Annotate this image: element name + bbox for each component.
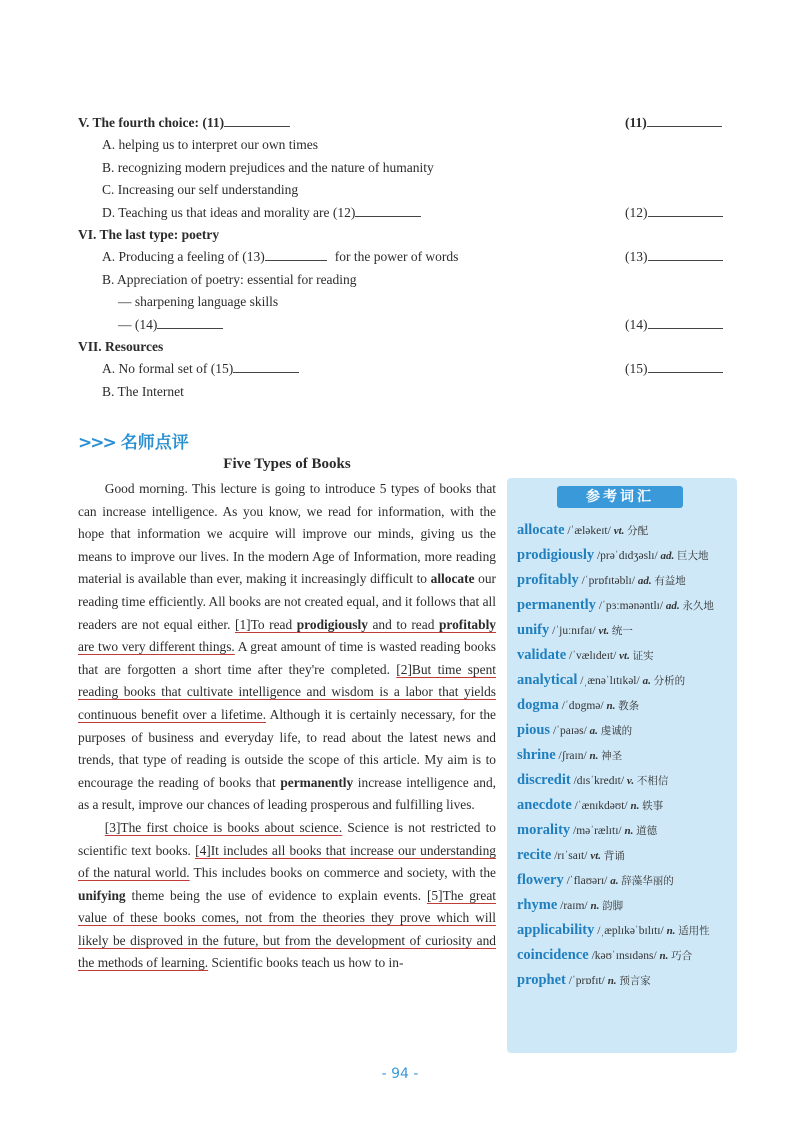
text-run: increase intelligence and, as a result, improve our chances of leading prosperous and fulfilling lives. [78, 774, 496, 813]
underlined-sentence: [5]The great value of these books comes, not from the theories they prove which will likely be disproved in the future, but from the development of curiosity and the methods of learning. [78, 887, 496, 971]
vocab-word: dogma [517, 697, 559, 713]
vocab-meaning: 轶事 [642, 800, 664, 812]
vocab-meaning: 统一 [611, 625, 633, 637]
vocab-word: permanently [517, 597, 596, 613]
vocab-pos: n. [624, 825, 637, 837]
vocab-box [507, 478, 737, 1053]
vocab-ipa: /ˌæplɪkəˈbɪlɪtɪ/ [594, 925, 667, 937]
outline-text: A. helping us to interpret our own times [102, 137, 318, 153]
text-run: theme being the use of evidence to explain events. [125, 887, 427, 903]
vocab-title: 参考词汇 [557, 486, 683, 508]
answer-slot [625, 314, 723, 336]
vocab-pos: n. [607, 975, 620, 987]
text-run: This includes books on commerce and society, with the [189, 865, 496, 881]
vocab-pos: a. [610, 875, 622, 887]
vocab-meaning: 不相信 [636, 775, 669, 787]
answer-blank[interactable] [648, 314, 723, 329]
vocab-pos: ad. [637, 575, 655, 587]
vocab-ipa: /ˈæləkeɪt/ [564, 525, 614, 537]
vocab-word: rhyme [517, 897, 558, 913]
vocab-entry [517, 618, 731, 643]
underlined-sentence: [1]To read [235, 616, 297, 632]
vocab-highlight: prodigiously [296, 616, 368, 632]
vocab-ipa: /ˈpɜːmənəntlɪ/ [595, 600, 666, 612]
vocab-word: morality [517, 822, 571, 838]
paragraph [78, 817, 496, 975]
answer-blank[interactable] [265, 246, 327, 261]
vocab-word: unify [517, 622, 550, 638]
text-run: Good morning. This lecture is going to introduce 5 types of books that can increase intelligence. As you know, we read for information, with the hope that information we acquire will improve our minds, giving us the means to improve our lives. In the modern Age of Information, more reading material is available than ever, making it increasingly difficult to [78, 481, 496, 587]
vocab-ipa: /ˈdɒgmə/ [558, 700, 607, 712]
vocab-entry [517, 543, 731, 568]
vocab-pos: ad. [660, 550, 678, 562]
vocab-meaning: 韵脚 [602, 900, 624, 912]
underlined-sentence: and to read [367, 616, 439, 632]
vocab-pos: n. [589, 750, 602, 762]
outline-text: V. The fourth choice: (11) [78, 115, 225, 130]
vocab-word: anecdote [517, 797, 572, 813]
answer-blank[interactable] [233, 358, 299, 373]
vocab-ipa: /ˈænɪkdəʊt/ [571, 800, 631, 812]
vocab-pos: n. [659, 950, 672, 962]
vocab-ipa: /kəʊˈɪnsɪdəns/ [588, 950, 660, 962]
outline-item [78, 179, 738, 201]
outline-item [78, 291, 738, 313]
vocab-pos: n. [606, 700, 619, 712]
vocab-highlight: permanently [280, 774, 354, 790]
vocab-pos: a. [589, 725, 601, 737]
vocab-meaning: 教条 [618, 700, 640, 712]
vocab-ipa: /ʃraɪn/ [555, 750, 590, 762]
section-heading [78, 428, 189, 453]
vocab-highlight: profitably [438, 616, 496, 632]
vocab-meaning: 永久地 [682, 600, 714, 612]
vocab-word: coincidence [517, 947, 589, 963]
vocab-entry [517, 793, 731, 818]
vocab-meaning: 道德 [636, 825, 658, 837]
vocab-entry [517, 893, 731, 918]
vocab-ipa: /ˈflaʊərɪ/ [563, 875, 611, 887]
vocab-entry [517, 743, 731, 768]
vocab-entry [517, 843, 731, 868]
text-run: Although it is certainly necessary, for the purposes of business and everyday life, to read about the latest news and trends, that type of reading is outside the scope of this article. My aim is to encourage the reading of books that [78, 706, 496, 790]
underlined-sentence: [3]The first choice is books about science. [104, 819, 343, 835]
answer-slot [625, 112, 722, 134]
outline-text: — (14) [118, 316, 158, 332]
vocab-ipa: /rɪˈsaɪt/ [551, 850, 591, 862]
vocab-ipa: /raɪm/ [557, 900, 591, 912]
vocab-entry [517, 568, 731, 593]
answer-blank[interactable] [647, 112, 722, 127]
vocab-entry [517, 593, 731, 618]
outline-text: VII. Resources [78, 338, 164, 354]
vocab-ipa: /ˈprɒfɪt/ [565, 975, 608, 987]
paragraph [78, 478, 496, 817]
vocab-entry [517, 668, 731, 693]
outline-heading [78, 224, 738, 246]
vocab-word: prophet [517, 972, 566, 988]
outline-text-after: for the power of words [334, 249, 459, 265]
vocab-entry [517, 943, 731, 968]
vocab-pos: a. [642, 675, 654, 687]
passage-title: Five Types of Books [223, 456, 351, 472]
outline-text: A. No formal set of (15) [102, 361, 234, 377]
outline-text: C. Increasing our self understanding [102, 182, 299, 198]
answer-slot [625, 202, 723, 224]
outline-item [78, 202, 738, 224]
outline-text: A. Producing a feeling of (13) [102, 249, 265, 265]
vocab-pos: v. [626, 775, 637, 787]
answer-number: (14) [625, 316, 648, 332]
vocab-word: validate [517, 647, 567, 663]
outline-section [78, 112, 738, 403]
vocab-list [517, 518, 731, 993]
vocab-entry [517, 693, 731, 718]
vocab-meaning: 背诵 [603, 850, 625, 862]
vocab-word: shrine [517, 747, 556, 763]
outline-text: VI. The last type: poetry [78, 226, 220, 242]
page-number: - 94 - [381, 1066, 419, 1082]
vocab-entry [517, 718, 731, 743]
vocab-pos: n. [630, 800, 643, 812]
vocab-word: prodigiously [517, 547, 595, 563]
arrows-icon: >>> [78, 433, 115, 453]
underlined-sentence: [4]It includes all books that increase our understanding of the natural world. [78, 842, 496, 881]
vocab-ipa: /ˈvælɪdeɪt/ [566, 650, 620, 662]
vocab-entry [517, 518, 731, 543]
vocab-meaning: 巧合 [671, 950, 693, 962]
vocab-ipa: /ˈjuːnɪfaɪ/ [549, 625, 599, 637]
vocab-meaning: 神圣 [601, 750, 623, 762]
outline-text: D. Teaching us that ideas and morality are (12) [102, 204, 356, 220]
vocab-entry [517, 818, 731, 843]
vocab-pos: vt. [590, 850, 604, 862]
vocab-ipa: /prəˈdɪdʒəslɪ/ [594, 550, 661, 562]
answer-blank[interactable] [648, 358, 723, 373]
text-run: A great amount of time is wasted reading books that are forgotten a short time after they're completed. [78, 639, 496, 677]
answer-number: (15) [625, 361, 648, 377]
outline-item [78, 314, 738, 336]
answer-slot [625, 358, 723, 380]
outline-item [78, 134, 738, 156]
vocab-word: discredit [517, 772, 571, 788]
vocab-entry [517, 768, 731, 793]
vocab-meaning: 有益地 [654, 575, 686, 587]
outline-text: B. recognizing modern prejudices and the nature of humanity [102, 159, 434, 175]
answer-number: (11) [625, 115, 647, 130]
outline-item [78, 358, 738, 380]
vocab-word: recite [517, 847, 552, 863]
vocab-pos: n. [666, 925, 679, 937]
vocab-entry [517, 643, 731, 668]
answer-blank[interactable] [648, 202, 723, 217]
answer-blank[interactable] [224, 112, 290, 127]
vocab-ipa: /dɪsˈkredɪt/ [570, 775, 627, 787]
outline-item [78, 269, 738, 291]
vocab-ipa: /ˌænəˈlɪtɪkəl/ [577, 675, 643, 687]
underlined-sentence: are two very different things. [78, 639, 235, 655]
vocab-meaning: 虔诚的 [600, 725, 633, 737]
outline-heading [78, 112, 738, 134]
vocab-meaning: 巨大地 [677, 550, 709, 562]
answer-blank[interactable] [157, 314, 223, 329]
answer-number: (13) [625, 249, 648, 265]
vocab-meaning: 预言家 [619, 975, 651, 987]
outline-text: B. Appreciation of poetry: essential for reading [102, 271, 357, 287]
vocab-meaning: 适用性 [678, 925, 710, 937]
vocab-word: pious [517, 722, 551, 738]
vocab-pos: n. [590, 900, 603, 912]
answer-slot [625, 246, 723, 268]
outline-heading [78, 336, 738, 358]
vocab-pos: ad. [665, 600, 683, 612]
outline-item [78, 381, 738, 403]
outline-text: — sharpening language skills [118, 294, 279, 310]
vocab-meaning: 分析的 [653, 675, 686, 687]
vocab-word: analytical [517, 672, 578, 688]
vocab-entry [517, 868, 731, 893]
vocab-ipa: /məˈrælɪtɪ/ [570, 825, 625, 837]
text-run: Scientific books teach us how to in- [208, 955, 404, 971]
underlined-sentence: [2]But time spent reading books that cultivate intelligence and wisdom is a labor that yields continuous benefit over a lifetime. [78, 661, 496, 722]
text-run: Science is not restricted to scientific text books. [78, 819, 497, 858]
vocab-highlight: allocate [430, 571, 475, 587]
section-title: 名师点评 [120, 433, 189, 453]
outline-item [78, 157, 738, 179]
vocab-meaning: 辞藻华丽的 [621, 875, 674, 887]
vocab-ipa: /ˈprɒfɪtəblɪ/ [578, 575, 638, 587]
outline-item [78, 246, 738, 268]
vocab-entry [517, 918, 731, 943]
vocab-pos: vt. [613, 525, 628, 537]
vocab-ipa: /ˈpaɪəs/ [550, 725, 590, 737]
vocab-word: profitably [517, 572, 579, 588]
vocab-word: flowery [517, 872, 564, 888]
vocab-meaning: 证实 [632, 650, 654, 662]
vocab-pos: vt. [598, 625, 612, 637]
vocab-word: applicability [517, 922, 595, 938]
vocab-word: allocate [517, 522, 565, 538]
answer-blank[interactable] [355, 202, 421, 217]
vocab-pos: vt. [619, 650, 633, 662]
vocab-meaning: 分配 [627, 525, 649, 537]
answer-number: (12) [625, 204, 648, 220]
text-run: our reading time efficiently. All books are not created equal, and it follows that all readers are not equal either. [78, 571, 496, 632]
vocab-entry [517, 968, 731, 993]
passage-body [78, 478, 496, 975]
answer-blank[interactable] [648, 246, 723, 261]
vocab-highlight: unifying [78, 887, 126, 903]
outline-text: B. The Internet [102, 383, 184, 399]
